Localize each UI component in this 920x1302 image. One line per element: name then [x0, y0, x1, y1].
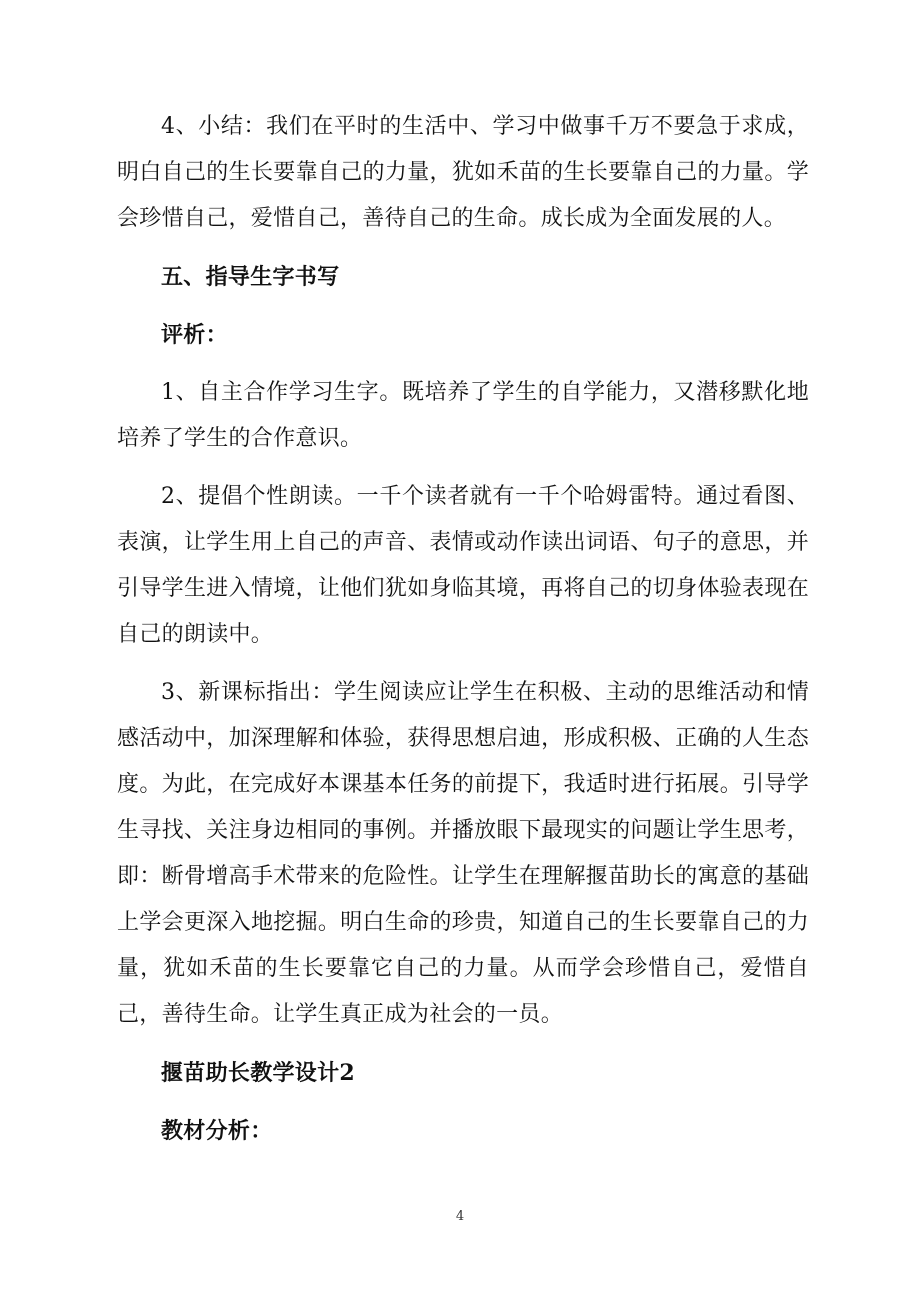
section-heading-design-2: 揠苗助长教学设计2 [161, 1060, 356, 1086]
section-heading-material-analysis: 教材分析： [161, 1118, 273, 1144]
section-heading-analysis: 评析： [161, 322, 228, 348]
section-heading-writing-guidance: 五、指导生字书写 [161, 264, 340, 290]
paragraph-analysis-3: 3、新课标指出：学生阅读应让学生在积极、主动的思维活动和情感活动中，加深理解和体验，获得思想启迪，形成积极、正确的人生态度。为此，在完成好本课基本任务的前提下，我适时进行拓展。引导学生寻找、关注身边相同的事例。并播放眼下最现实的问题让学生思考，即：断骨增高手术带来的危险性。让学生在理解揠苗助长的寓意的基础上学会更深入地挖掘。明白生命的珍贵，知道自己的生长要靠自己的力量，犹如禾苗的生长要靠它自己的力量。从而学会珍惜自己，爱惜自己，善待生命。让学生真正成为社会的一员。 [117, 680, 809, 1027]
paragraph-summary: 4、小结：我们在平时的生活中、学习中做事千万不要急于求成，明白自己的生长要靠自己的力量，犹如禾苗的生长要靠自己的力量。学会珍惜自己，爱惜自己，善待自己的生命。成长成为全面发展的人。 [117, 114, 809, 231]
document-body [117, 104, 809, 1154]
page-number: 4 [455, 1209, 465, 1224]
paragraph-analysis-1: 1、自主合作学习生字。既培养了学生的自学能力，又潜移默化地培养了学生的合作意识。 [117, 380, 809, 451]
paragraph-analysis-2: 2、提倡个性朗读。一千个读者就有一千个哈姆雷特。通过看图、表演，让学生用上自己的声音、表情或动作读出词语、句子的意思，并引导学生进入情境，让他们犹如身临其境，再将自己的切身体验表现在自己的朗读中。 [117, 484, 809, 647]
